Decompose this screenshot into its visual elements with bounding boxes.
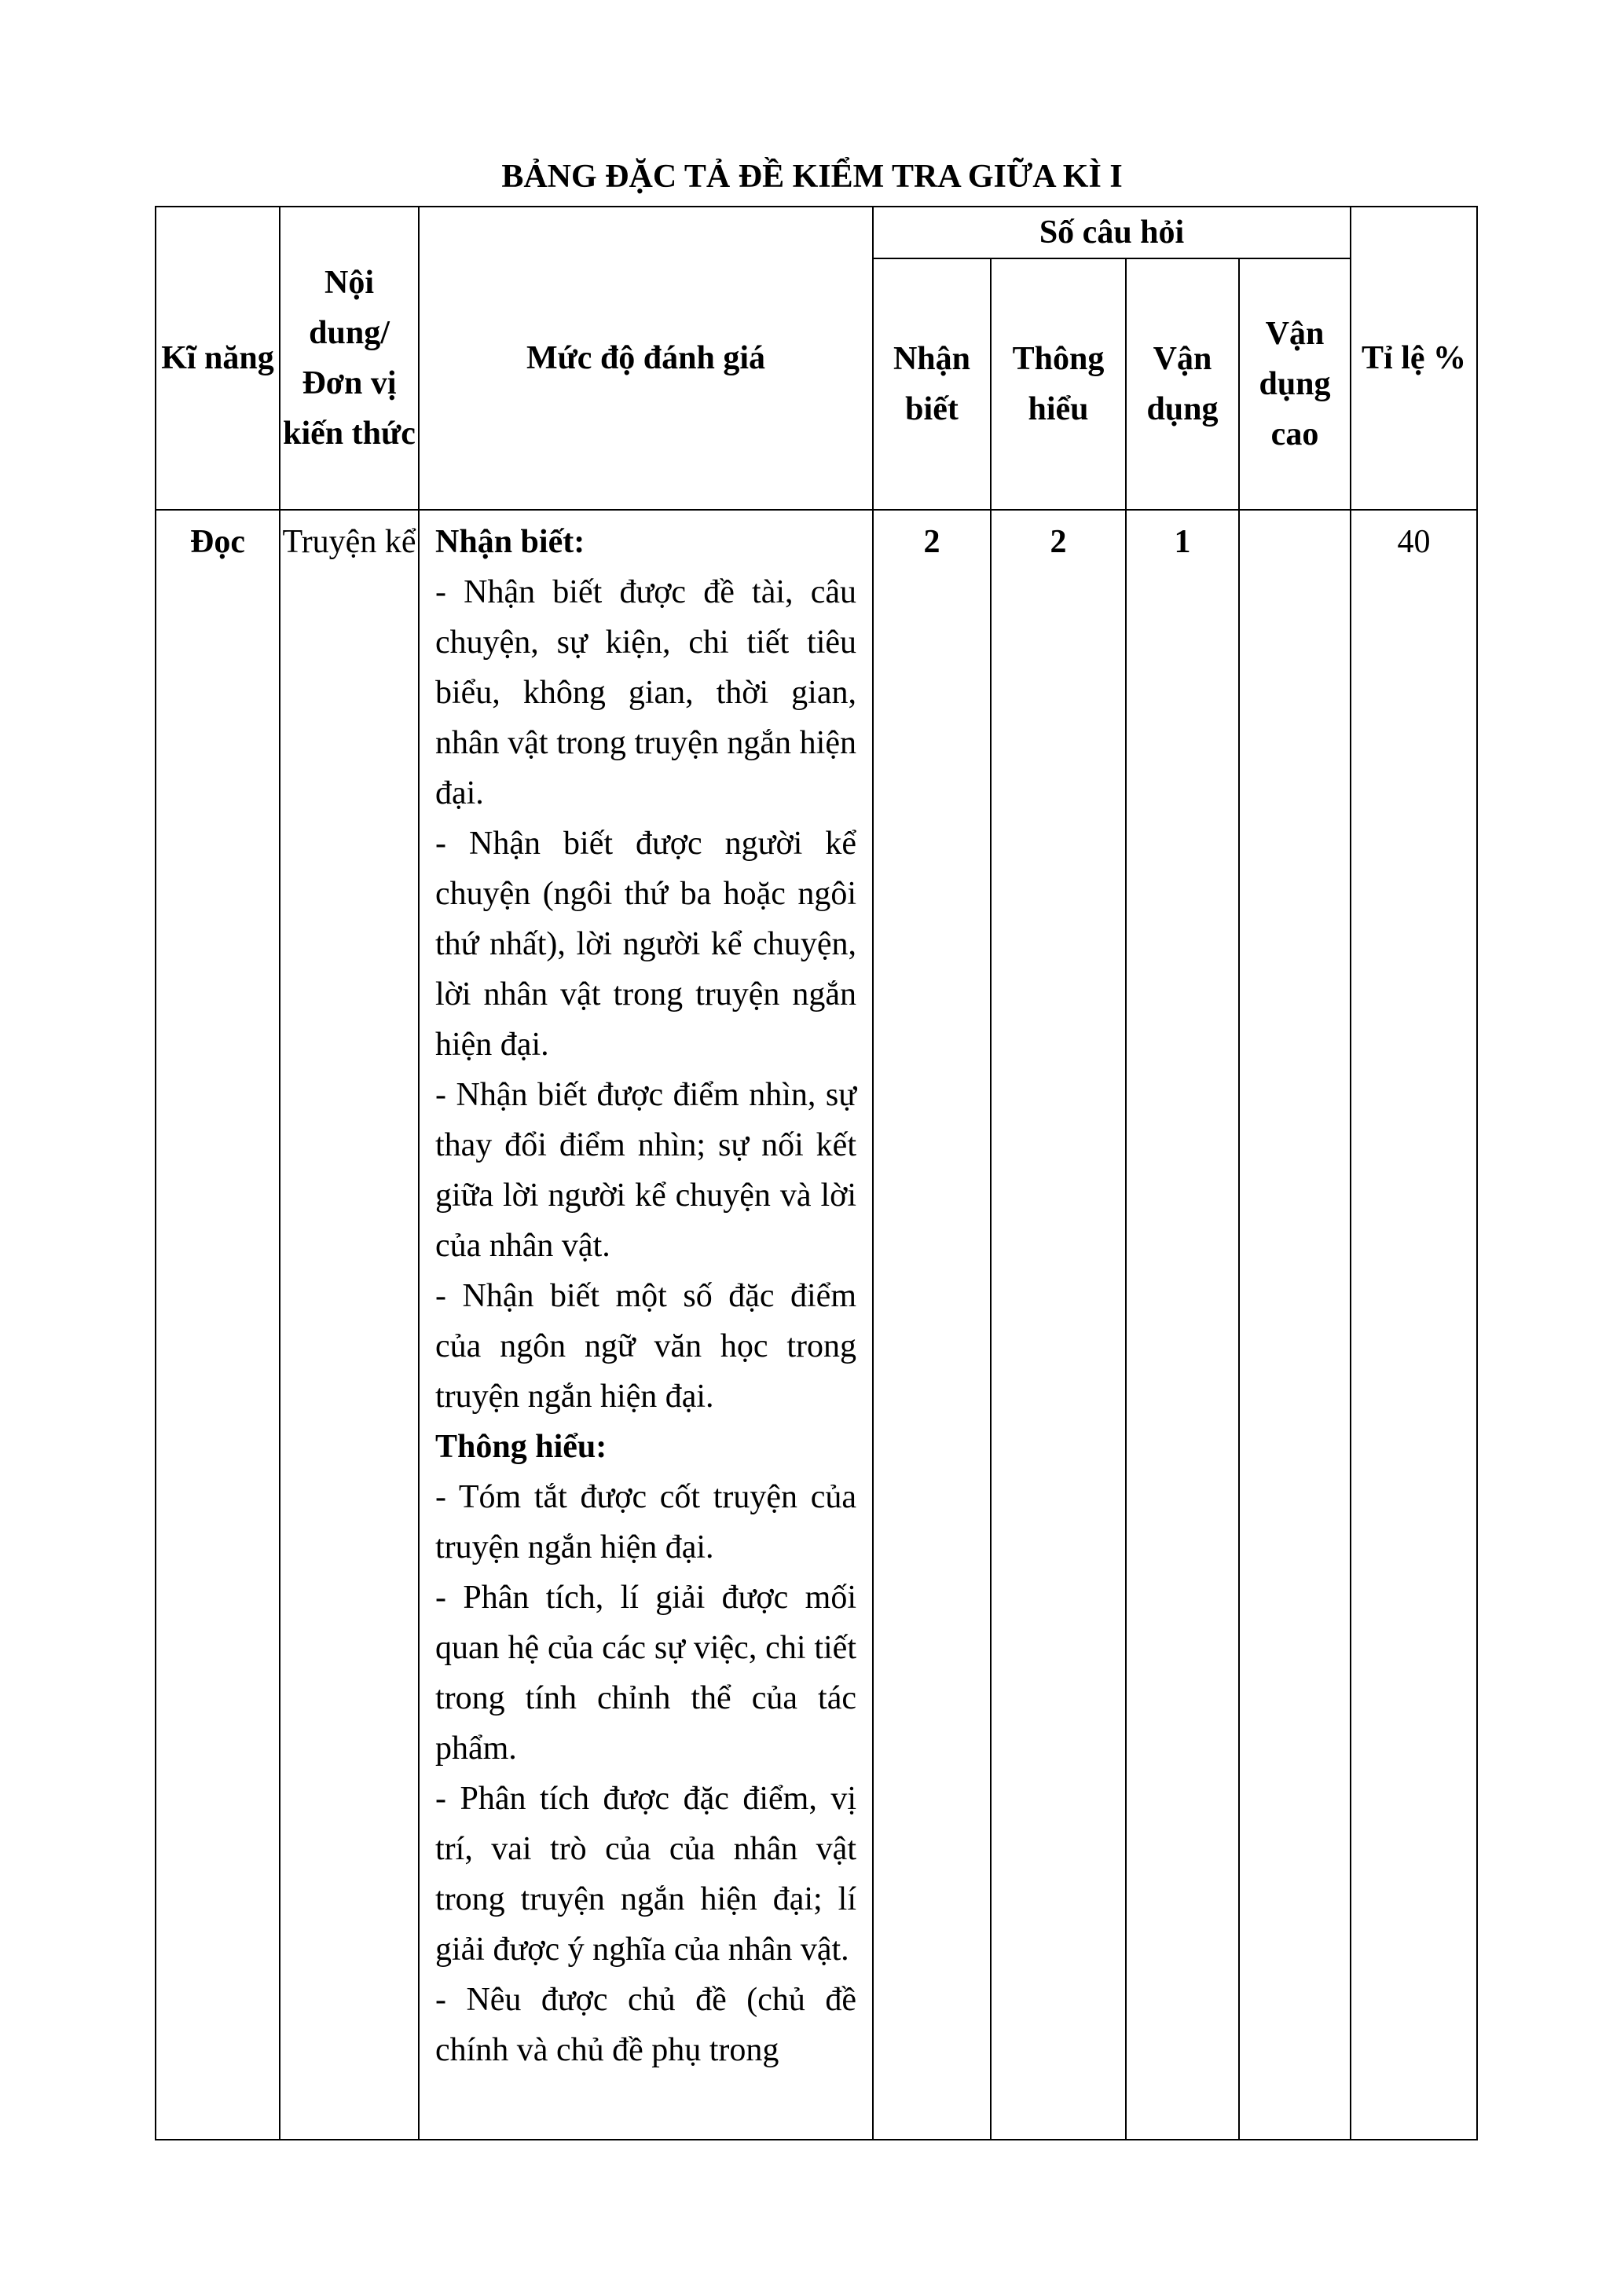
specification-table — [155, 206, 1478, 2140]
understand-item: - Nêu được chủ đề (chủ đề chính và chủ đề phụ trong — [435, 1982, 856, 2068]
recognize-item: - Nhận biết được điểm nhìn, sự thay đổi điểm nhìn; sự nối kết giữa lời người kể chuyện và lời của nhân vật. — [435, 1077, 856, 1264]
apply-high-count-cell — [1239, 510, 1351, 2140]
recognize-item: - Nhận biết một số đặc điểm của ngôn ngữ văn học trong truyện ngắn hiện đại. — [435, 1278, 856, 1415]
level-description-cell — [419, 510, 873, 2140]
recognize-item: - Nhận biết được đề tài, câu chuyện, sự kiện, chi tiết tiêu biểu, không gian, thời gian, nhân vật trong truyện ngắn hiện đại. — [435, 574, 856, 811]
table-row — [156, 510, 1477, 2140]
header-question-count: Số câu hỏi — [873, 207, 1351, 258]
recognize-heading: Nhận biết: — [435, 524, 585, 560]
header-recognize: Nhận biết — [873, 258, 991, 510]
recognize-count-cell: 2 — [873, 510, 991, 2140]
understand-count-cell: 2 — [991, 510, 1126, 2140]
understand-item: - Phân tích, lí giải được mối quan hệ của các sự việc, chi tiết trong tính chỉnh thể của tác phẩm. — [435, 1580, 856, 1767]
understand-heading: Thông hiểu: — [435, 1429, 607, 1465]
header-apply-high: Vận dụng cao — [1239, 258, 1351, 510]
unit-cell: Truyện kể — [280, 510, 419, 2140]
skill-cell: Đọc — [156, 510, 280, 2140]
understand-item: - Tóm tắt được cốt truyện của truyện ngắn hiện đại. — [435, 1479, 856, 1565]
understand-item: - Phân tích được đặc điểm, vị trí, vai trò của của nhân vật trong truyện ngắn hiện đại; lí giải được ý nghĩa của nhân vật. — [435, 1781, 856, 1968]
header-skill: Kĩ năng — [156, 207, 280, 510]
percent-cell: 40 — [1351, 510, 1477, 2140]
header-unit: Nội dung/ Đơn vị kiến thức — [280, 207, 419, 510]
header-level: Mức độ đánh giá — [419, 207, 873, 510]
page-title: BẢNG ĐẶC TẢ ĐỀ KIỂM TRA GIỮA KÌ I — [501, 159, 1123, 195]
header-apply: Vận dụng — [1126, 258, 1239, 510]
header-percent: Tỉ lệ % — [1351, 207, 1477, 510]
apply-count-cell: 1 — [1126, 510, 1239, 2140]
recognize-item: - Nhận biết được người kể chuyện (ngôi thứ ba hoặc ngôi thứ nhất), lời người kể chuyện, lời nhân vật trong truyện ngắn hiện đại. — [435, 826, 856, 1063]
header-understand: Thông hiểu — [991, 258, 1126, 510]
